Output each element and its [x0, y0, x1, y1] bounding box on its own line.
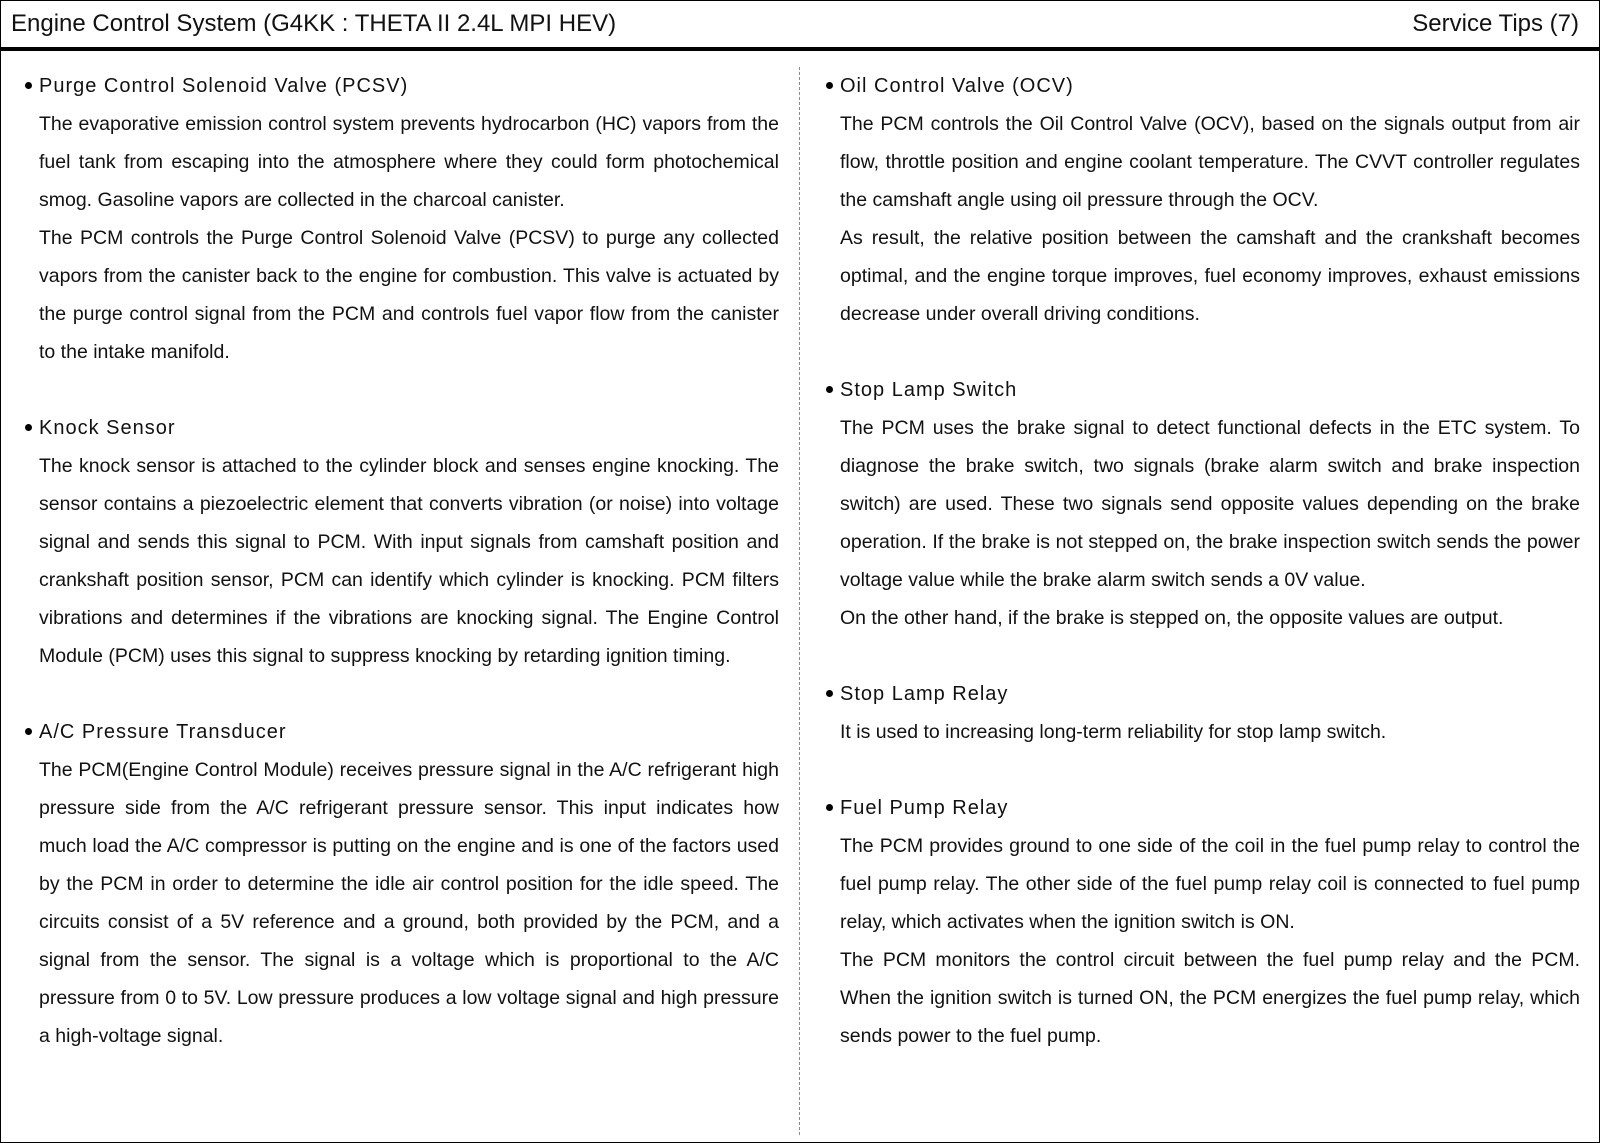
section-pcsv	[25, 67, 779, 371]
section-paragraph: The PCM monitors the control circuit between the fuel pump relay and the PCM. When the ignition switch is turned ON, the PCM energizes the fuel pump relay, which sends power to the fuel pump.	[840, 949, 1580, 1047]
section-stop-lamp-switch	[826, 371, 1580, 637]
section-heading-text: Fuel Pump Relay	[840, 797, 1009, 819]
page-header	[1, 1, 1599, 51]
section-stop-lamp-relay	[826, 675, 1580, 751]
bullet-icon	[25, 82, 32, 89]
section-paragraph: The evaporative emission control system prevents hydrocarbon (HC) vapors from the fuel tank from escaping into the atmosphere where they could form photochemical smog. Gasoline vapors are collected in the charcoal canister.	[39, 113, 779, 211]
section-heading	[25, 67, 779, 105]
section-heading	[826, 675, 1580, 713]
section-heading-text: Oil Control Valve (OCV)	[840, 75, 1074, 97]
section-heading	[25, 409, 779, 447]
section-heading	[25, 713, 779, 751]
section-paragraph: The PCM controls the Oil Control Valve (OCV), based on the signals output from air flow, throttle position and engine coolant temperature. The CVVT controller regulates the camshaft angle using oil pressure through the OCV.	[840, 113, 1580, 211]
bullet-icon	[826, 804, 833, 811]
bullet-icon	[826, 690, 833, 697]
right-column	[826, 67, 1580, 1055]
column-divider	[799, 67, 800, 1135]
document-title: Engine Control System (G4KK : THETA II 2.4L MPI HEV)	[11, 10, 617, 37]
section-fuel-pump-relay	[826, 789, 1580, 1055]
bullet-icon	[25, 424, 32, 431]
section-heading-text: Stop Lamp Relay	[840, 683, 1009, 705]
section-heading-text: Stop Lamp Switch	[840, 379, 1018, 401]
section-tag: Service Tips (7)	[1412, 10, 1579, 37]
bullet-icon	[826, 82, 833, 89]
section-heading-text: A/C Pressure Transducer	[39, 721, 287, 743]
section-paragraph: As result, the relative position between the camshaft and the crankshaft becomes optimal, and the engine torque improves, fuel economy improves, exhaust emissions decrease under overall driving conditions.	[840, 227, 1580, 325]
section-ocv	[826, 67, 1580, 333]
left-column	[25, 67, 779, 1055]
section-heading-text: Knock Sensor	[39, 417, 176, 439]
section-heading	[826, 789, 1580, 827]
section-paragraph: It is used to increasing long-term reliability for stop lamp switch.	[840, 721, 1387, 743]
section-paragraph: The PCM(Engine Control Module) receives pressure signal in the A/C refrigerant high pressure side from the A/C refrigerant pressure sensor. This input indicates how much load the A/C compressor is putting on the engine and is one of the factors used by the PCM in order to determine the idle air control position for the idle speed. The circuits consist of a 5V reference and a ground, both provided by the PCM, and a signal from the sensor. The signal is a voltage which is proportional to the A/C pressure from 0 to 5V. Low pressure produces a low voltage signal and high pressure a high-voltage signal.	[39, 759, 779, 1047]
section-heading	[826, 67, 1580, 105]
section-paragraph: The PCM uses the brake signal to detect functional defects in the ETC system. To diagnose the brake switch, two signals (brake alarm switch and brake inspection switch) are used. These two signals send opposite values depending on the brake operation. If the brake is not stepped on, the brake inspection switch sends the power voltage value while the brake alarm switch sends a 0V value.	[840, 417, 1580, 591]
section-ac-pressure-transducer	[25, 713, 779, 1055]
bullet-icon	[826, 386, 833, 393]
section-paragraph: The knock sensor is attached to the cylinder block and senses engine knocking. The sensor contains a piezoelectric element that converts vibration (or noise) into voltage signal and sends this signal to PCM. With input signals from camshaft position and crankshaft position sensor, PCM can identify which cylinder is knocking. PCM filters vibrations and determines if the vibrations are knocking signal. The Engine Control Module (PCM) uses this signal to suppress knocking by retarding ignition timing.	[39, 455, 779, 667]
section-knock-sensor	[25, 409, 779, 675]
section-paragraph: On the other hand, if the brake is stepped on, the opposite values are output.	[840, 607, 1504, 629]
section-heading	[826, 371, 1580, 409]
section-heading-text: Purge Control Solenoid Valve (PCSV)	[39, 75, 409, 97]
section-paragraph: The PCM provides ground to one side of the coil in the fuel pump relay to control the fuel pump relay. The other side of the fuel pump relay coil is connected to fuel pump relay, which activates when the ignition switch is ON.	[840, 835, 1580, 933]
section-paragraph: The PCM controls the Purge Control Solenoid Valve (PCSV) to purge any collected vapors from the canister back to the engine for combustion. This valve is actuated by the purge control signal from the PCM and controls fuel vapor flow from the canister to the intake manifold.	[39, 227, 779, 363]
bullet-icon	[25, 728, 32, 735]
